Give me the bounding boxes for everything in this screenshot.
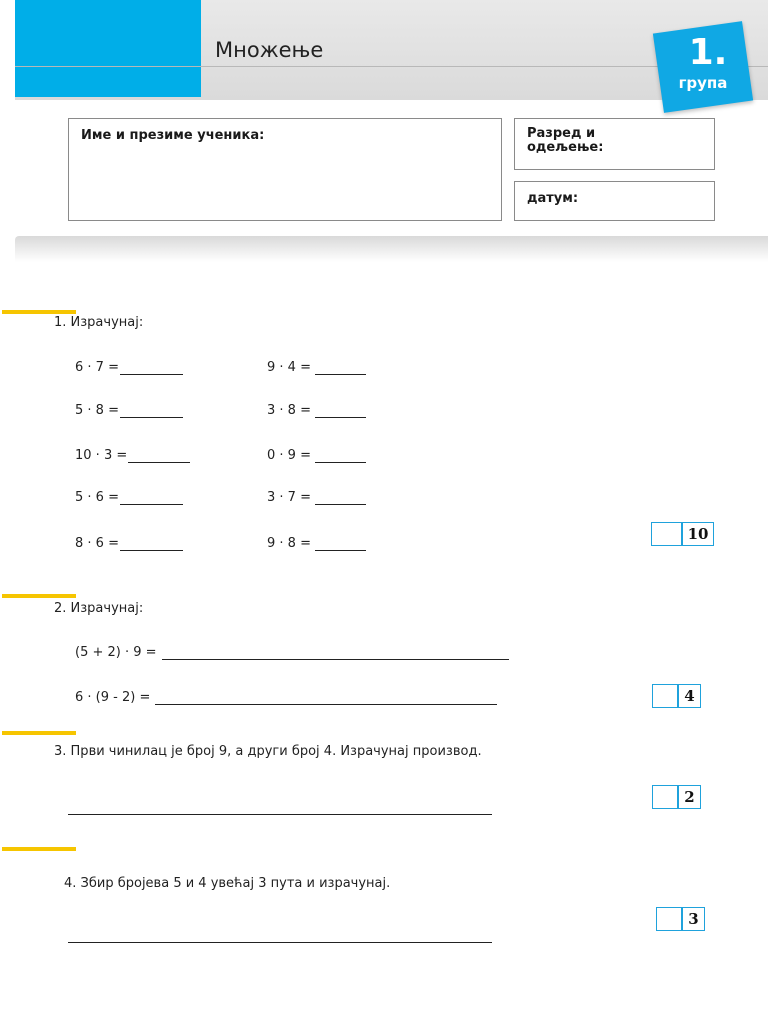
task-1-equation: [267, 403, 366, 418]
task-4-score-box: [656, 907, 705, 931]
answer-blank[interactable]: [315, 403, 366, 418]
class-label: Разред и одељење:: [527, 126, 604, 155]
equation-text: 10 · 3 =: [75, 448, 128, 463]
answer-blank[interactable]: [315, 536, 366, 551]
task-1-prompt: 1. Израчунај:: [54, 315, 144, 330]
header-accent-block: [15, 0, 201, 97]
answer-blank[interactable]: [120, 536, 183, 551]
task-1-equation: [75, 536, 183, 551]
page-title: Множење: [215, 38, 324, 62]
equation-text: 5 · 6 =: [75, 490, 119, 505]
score-input[interactable]: [651, 522, 681, 546]
answer-blank[interactable]: [120, 360, 183, 375]
task-marker: [2, 731, 76, 735]
answer-blank[interactable]: [120, 403, 183, 418]
equation-text: (5 + 2) · 9 =: [75, 645, 157, 660]
task-1-equation: [267, 536, 366, 551]
answer-blank[interactable]: [128, 448, 190, 463]
task-marker: [2, 594, 76, 598]
class-field[interactable]: [514, 118, 715, 170]
score-input[interactable]: [652, 785, 677, 809]
score-points: 10: [681, 522, 714, 546]
date-field[interactable]: [514, 181, 715, 221]
equation-text: 5 · 8 =: [75, 403, 119, 418]
student-name-field[interactable]: [68, 118, 502, 221]
task-2-equation: [75, 645, 509, 660]
answer-blank[interactable]: [315, 360, 366, 375]
answer-blank[interactable]: [315, 490, 366, 505]
task-marker: [2, 310, 76, 314]
task-1-equation: [75, 490, 183, 505]
date-label: датум:: [527, 191, 579, 206]
score-points: 2: [677, 785, 701, 809]
equation-text: 9 · 8 =: [267, 536, 311, 551]
student-name-label: Име и презиме ученика:: [81, 128, 265, 143]
task-marker: [2, 847, 76, 851]
answer-blank[interactable]: [120, 490, 183, 505]
score-points: 3: [681, 907, 705, 931]
task-3-score-box: [652, 785, 701, 809]
equation-text: 3 · 8 =: [267, 403, 311, 418]
task-1-equation: [75, 403, 183, 418]
task-1-equation: [267, 448, 366, 463]
task-2-equation: [75, 690, 497, 705]
equation-text: 9 · 4 =: [267, 360, 311, 375]
equation-text: 0 · 9 =: [267, 448, 311, 463]
equation-text: 3 · 7 =: [267, 490, 311, 505]
score-input[interactable]: [656, 907, 681, 931]
answer-line[interactable]: [68, 942, 492, 943]
equation-text: 6 · (9 - 2) =: [75, 690, 151, 705]
task-4-prompt: 4. Збир бројева 5 и 4 увећај 3 пута и израчунај.: [64, 876, 391, 891]
answer-blank[interactable]: [315, 448, 366, 463]
score-points: 4: [677, 684, 701, 708]
group-number: 1.: [688, 32, 728, 73]
task-3-prompt: 3. Први чинилац је број 9, а други број 4. Израчунај производ.: [54, 744, 482, 759]
group-label: група: [678, 74, 728, 92]
answer-blank[interactable]: [162, 645, 509, 660]
task-1-equation: [267, 360, 366, 375]
task-1-score-box: [651, 522, 714, 546]
answer-blank[interactable]: [155, 690, 497, 705]
task-1-equation: [267, 490, 366, 505]
header-shadow: [15, 236, 768, 262]
equation-text: 8 · 6 =: [75, 536, 119, 551]
task-1-equation: [75, 360, 183, 375]
answer-line[interactable]: [68, 814, 492, 815]
task-2-score-box: [652, 684, 701, 708]
task-2-prompt: 2. Израчунај:: [54, 601, 144, 616]
equation-text: 6 · 7 =: [75, 360, 119, 375]
score-input[interactable]: [652, 684, 677, 708]
task-1-equation: [75, 448, 190, 463]
header-divider: [15, 66, 768, 67]
